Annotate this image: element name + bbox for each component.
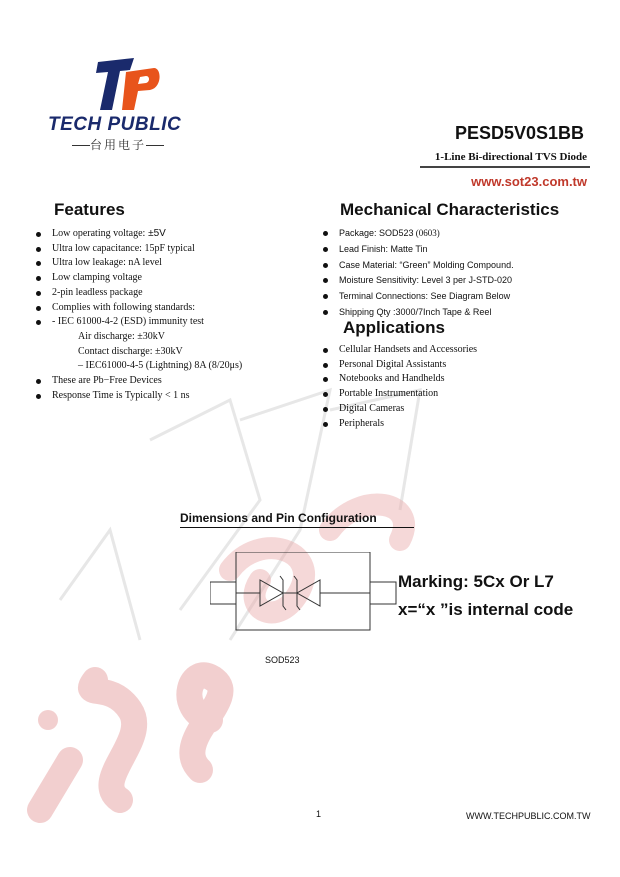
bullet-icon	[323, 348, 328, 353]
feature-item-text: - IEC 61000-4-2 (ESD) immunity test	[52, 316, 204, 328]
mechanical-item	[323, 289, 514, 305]
features-list	[36, 227, 242, 403]
mechanical-item	[323, 242, 514, 258]
feature-item	[36, 389, 242, 404]
bullet-icon	[36, 276, 41, 281]
mechanical-item-text: Package: SOD523	[339, 228, 414, 238]
mechanical-item-text: Case Material: “Green” Molding Compound.	[339, 259, 514, 270]
bullet-icon	[323, 422, 328, 427]
footer-url[interactable]: WWW.TECHPUBLIC.COM.TW	[466, 811, 591, 821]
feature-item-text: Complies with following standards:	[52, 301, 196, 313]
bullet-icon	[323, 294, 328, 299]
bullet-icon	[36, 379, 41, 384]
brand-chinese-name: 台用电子	[72, 136, 164, 153]
feature-item	[36, 256, 242, 271]
application-item-text: Digital Cameras	[339, 402, 405, 414]
feature-item-text: 2-pin leadless package	[52, 286, 143, 298]
mechanical-item-text: Lead Finish: Matte Tin	[339, 243, 428, 254]
mechanical-item-text: Terminal Connections: See Diagram Below	[339, 291, 511, 302]
application-item	[323, 417, 477, 432]
features-heading: Features	[54, 200, 125, 219]
feature-item	[36, 374, 242, 389]
company-logo-icon	[96, 58, 160, 110]
feature-item	[36, 345, 242, 360]
feature-item-text: Response Time is Typically < 1 ns	[52, 389, 190, 401]
feature-item-text: Contact discharge: ±30kV	[78, 345, 183, 357]
feature-item	[36, 330, 242, 345]
bullet-icon	[323, 310, 328, 315]
dimensions-heading-underline	[180, 527, 414, 528]
bullet-icon	[36, 306, 41, 311]
document-subtitle: 1-Line Bi-directional TVS Diode	[434, 151, 587, 163]
mechanical-item-text: Shipping Qty :3000/7Inch Tape & Reel	[339, 306, 492, 317]
bullet-icon	[323, 377, 328, 382]
applications-list	[323, 343, 477, 431]
applications-heading: Applications	[343, 318, 446, 337]
feature-item	[36, 227, 242, 242]
application-item	[323, 402, 477, 417]
mechanical-item	[323, 226, 514, 242]
application-item-text: Personal Digital Assistants	[339, 358, 447, 370]
bullet-icon	[323, 247, 328, 252]
bullet-icon	[323, 263, 328, 268]
bullet-icon	[323, 407, 328, 412]
application-item	[323, 372, 477, 387]
application-item	[323, 343, 477, 358]
page-number: 1	[316, 809, 322, 819]
website-link[interactable]: www.sot23.com.tw	[471, 174, 587, 189]
feature-item-text: Air discharge: ±30kV	[78, 330, 165, 342]
package-label: SOD523	[265, 655, 300, 665]
feature-item-text: Low operating voltage:	[52, 228, 146, 239]
bullet-icon	[36, 247, 41, 252]
bullet-icon	[323, 278, 328, 283]
application-item-text: Peripherals	[339, 417, 384, 429]
bullet-icon	[323, 363, 328, 368]
application-item-text: Notebooks and Handhelds	[339, 373, 445, 385]
bullet-icon	[36, 394, 41, 399]
feature-item-text: Ultra low capacitance: 15pF typical	[52, 242, 195, 254]
application-item	[323, 387, 477, 402]
feature-item-value: ±5V	[145, 228, 166, 239]
marking-text: Marking: 5Cx Or L7	[398, 572, 554, 591]
application-item-text: Cellular Handsets and Accessories	[339, 344, 478, 355]
bullet-icon	[36, 261, 41, 266]
mechanical-item	[323, 258, 514, 274]
bullet-icon	[36, 320, 41, 325]
feature-item-text: These are Pb−Free Devices	[52, 375, 162, 387]
part-number: PESD5V0S1BB	[454, 123, 584, 143]
bullet-icon	[323, 231, 328, 236]
feature-item	[36, 301, 242, 316]
brand-name: TECH PUBLIC	[48, 114, 182, 135]
mechanical-list	[323, 226, 514, 321]
feature-item-text: Ultra low leakage: nA level	[52, 257, 162, 269]
feature-item	[36, 286, 242, 301]
pin-configuration-diagram	[210, 552, 400, 640]
application-item	[323, 358, 477, 373]
application-item-text: Portable Instrumentation	[339, 388, 439, 400]
feature-item	[36, 359, 242, 374]
feature-item	[36, 271, 242, 286]
mechanical-item-value: (0603)	[413, 228, 440, 238]
bullet-icon	[323, 392, 328, 397]
bullet-icon	[36, 232, 41, 237]
dimensions-heading: Dimensions and Pin Configuration	[180, 511, 377, 525]
mechanical-heading: Mechanical Characteristics	[340, 200, 560, 219]
feature-item-text: – IEC61000-4-5 (Lightning) 8A (8/20μs)	[78, 360, 243, 372]
header-divider	[420, 166, 590, 168]
feature-item	[36, 315, 242, 330]
feature-item-text: Low clamping voltage	[52, 272, 142, 284]
bullet-icon	[36, 291, 41, 296]
mechanical-item-text: Moisture Sensitivity: Level 3 per J-STD-020	[339, 275, 513, 286]
internal-code-text: x=“x ”is internal code	[398, 600, 574, 619]
feature-item	[36, 242, 242, 257]
mechanical-item	[323, 273, 514, 289]
